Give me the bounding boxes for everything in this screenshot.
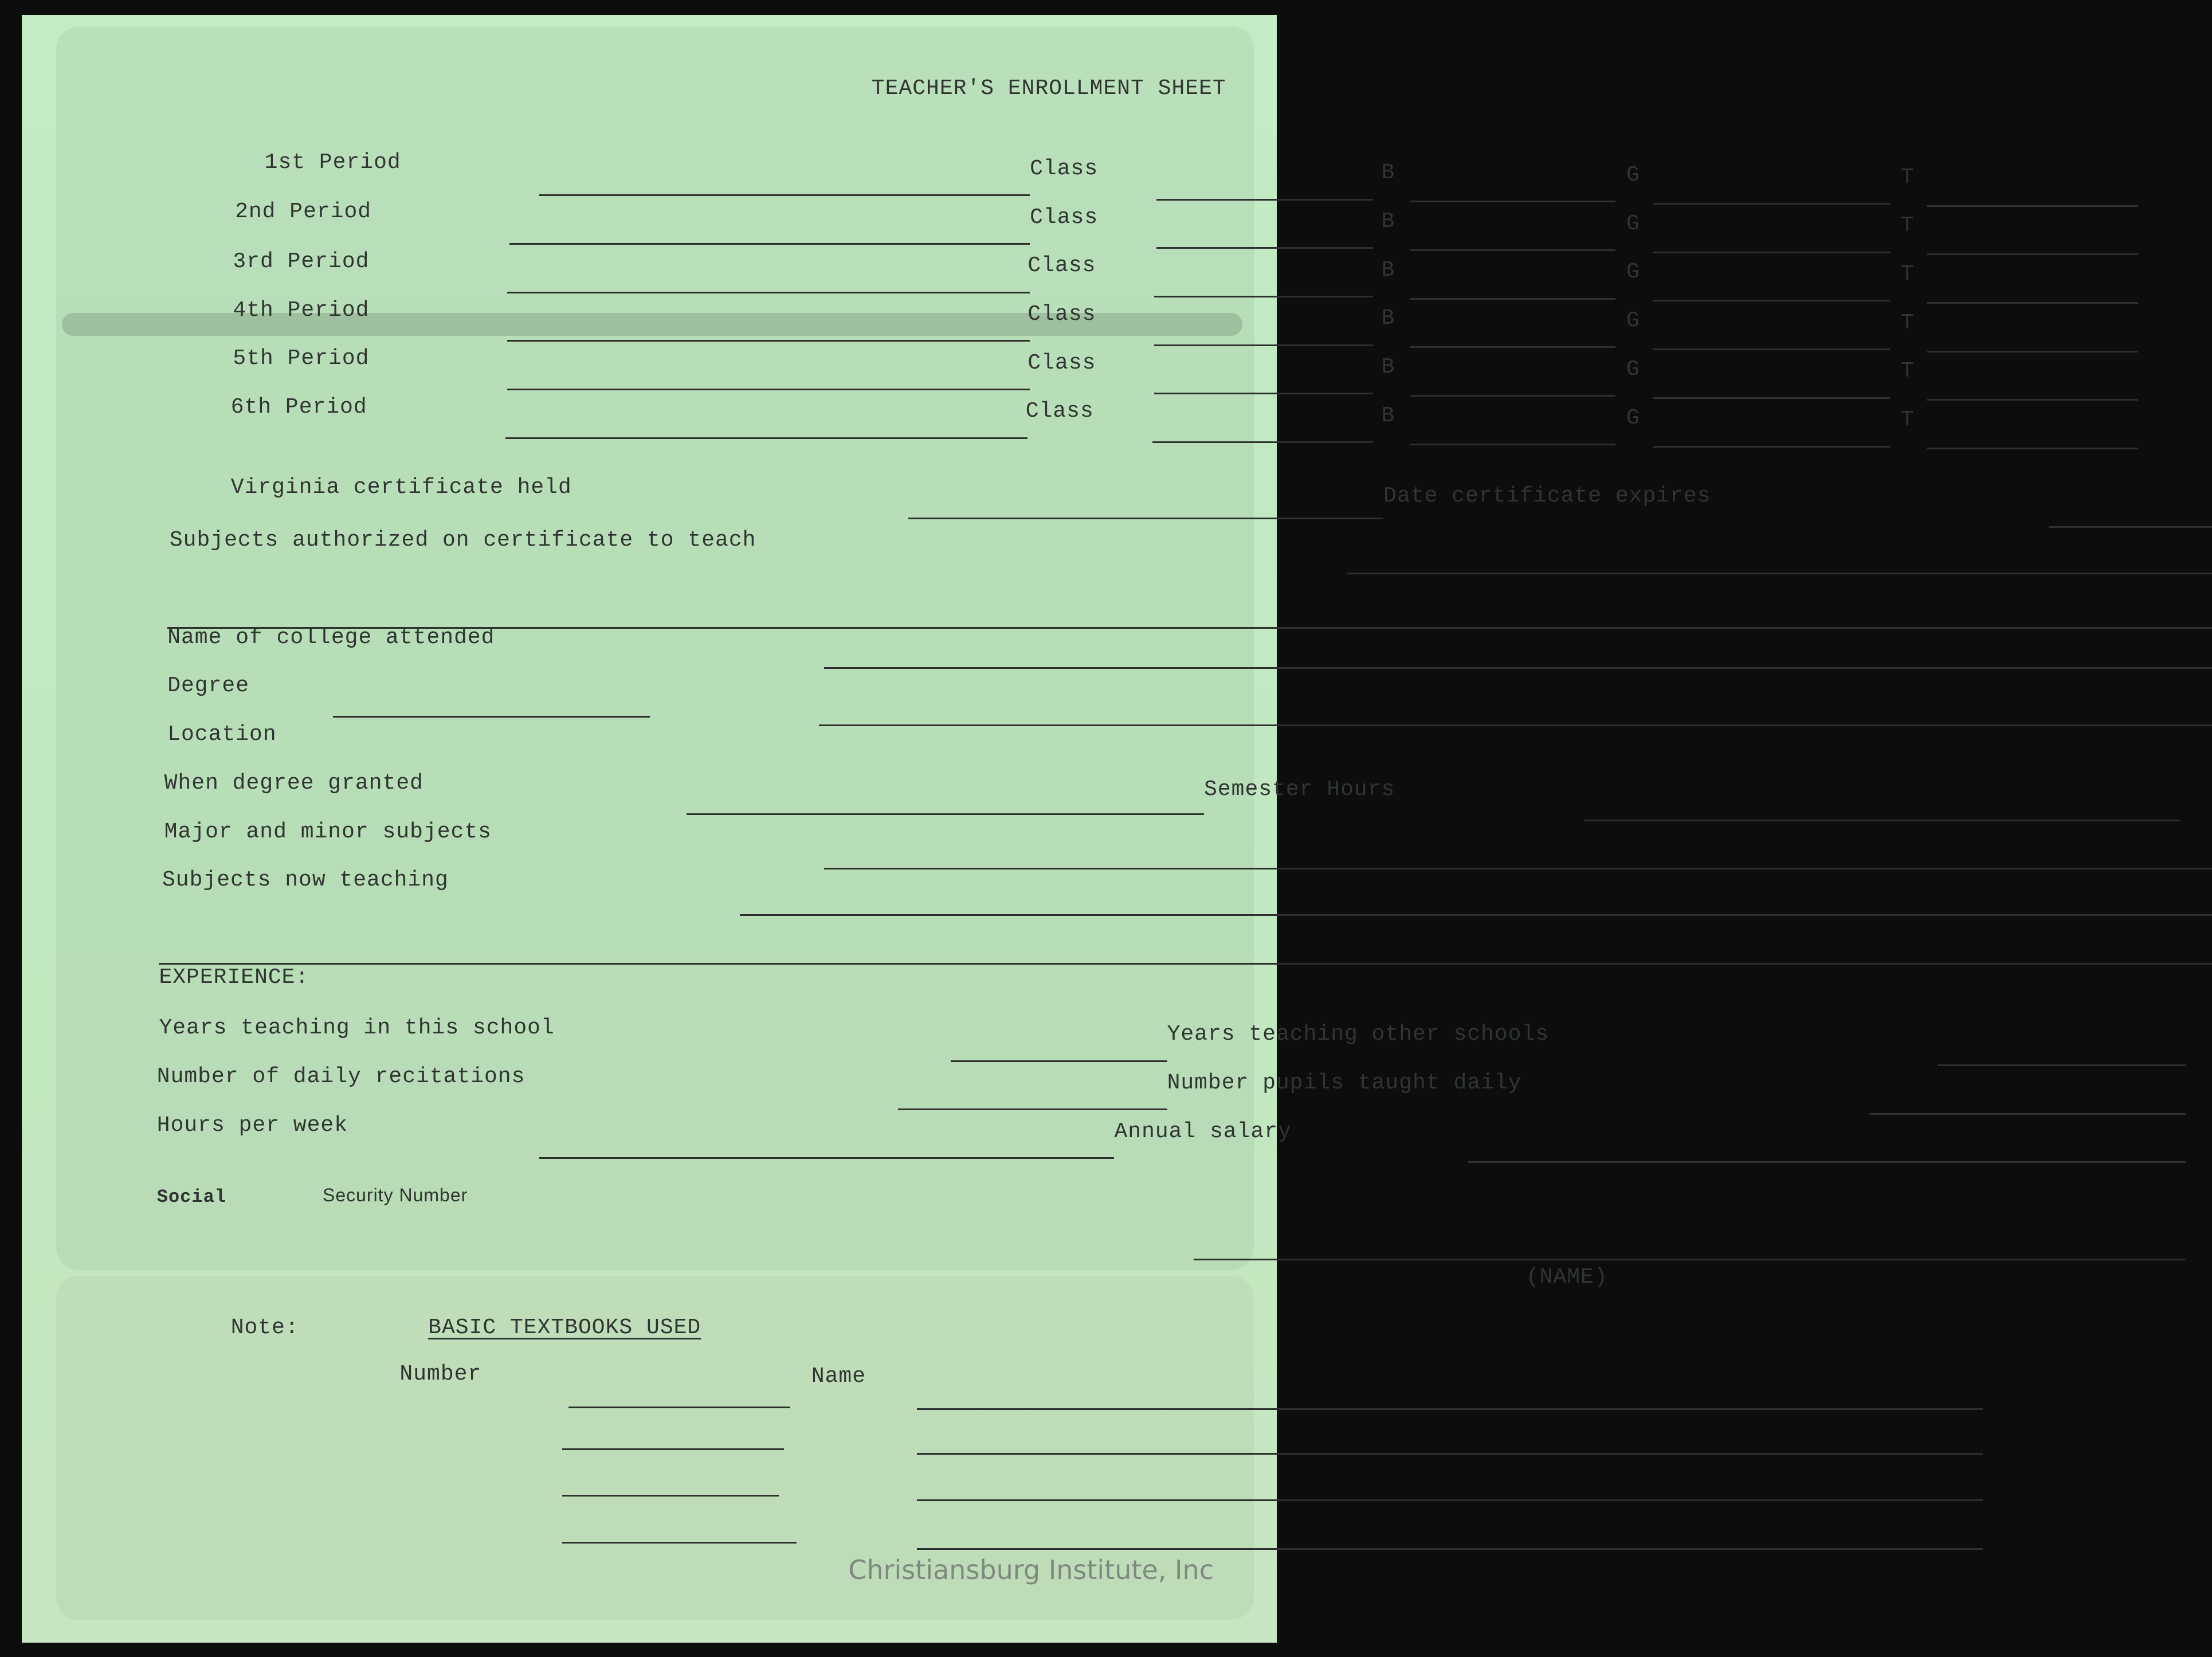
- boys-blank[interactable]: [1410, 249, 1615, 251]
- college-blank[interactable]: [824, 667, 2212, 669]
- boys-blank[interactable]: [1410, 298, 1615, 300]
- textbook-name-blank[interactable]: [917, 1453, 1983, 1455]
- girls-blank[interactable]: [1653, 203, 1890, 205]
- textbook-number-blank[interactable]: [568, 1407, 790, 1408]
- form-sheet: [22, 15, 1915, 1643]
- period-label: 1st Period: [264, 150, 401, 175]
- class-blank[interactable]: [1154, 296, 1372, 297]
- signature-line[interactable]: [1194, 1259, 2186, 1260]
- when-granted-label: When degree granted: [164, 770, 423, 796]
- total-blank[interactable]: [1927, 399, 2138, 401]
- girls-blank[interactable]: [1653, 446, 1890, 448]
- certificate-held-label: Virginia certificate held: [230, 475, 572, 500]
- now-teaching-blank-2[interactable]: [159, 963, 2212, 965]
- total-blank[interactable]: [1927, 253, 2138, 255]
- experience-heading: EXPERIENCE:: [159, 965, 309, 990]
- total-label: T: [1900, 262, 1915, 287]
- pupils-daily-blank[interactable]: [1869, 1113, 2186, 1115]
- years-this-school-label: Years teaching in this school: [159, 1016, 555, 1041]
- boys-blank[interactable]: [1410, 201, 1615, 202]
- class-blank[interactable]: [1154, 344, 1372, 346]
- class-label: Class: [1027, 253, 1096, 279]
- class-blank[interactable]: [1156, 247, 1373, 249]
- subjects-authorized-label: Subjects authorized on certificate to teach: [169, 528, 756, 553]
- total-label: T: [1900, 359, 1915, 384]
- total-blank[interactable]: [1927, 205, 2138, 207]
- degree-blank[interactable]: [333, 716, 650, 718]
- girls-label: G: [1626, 405, 1640, 430]
- boys-label: B: [1381, 160, 1395, 186]
- period-label: 5th Period: [233, 346, 370, 371]
- boys-blank[interactable]: [1410, 346, 1615, 348]
- ssn-prefix: Social: [156, 1186, 226, 1208]
- period-blank[interactable]: [505, 437, 1028, 439]
- ssn-label: Security Number: [322, 1185, 468, 1206]
- girls-label: G: [1626, 162, 1640, 187]
- textbook-name-blank[interactable]: [917, 1499, 1983, 1501]
- hours-per-week-blank[interactable]: [539, 1157, 1115, 1159]
- girls-blank[interactable]: [1653, 397, 1890, 399]
- now-teaching-label: Subjects now teaching: [162, 868, 449, 893]
- period-blank[interactable]: [507, 340, 1030, 342]
- certificate-held-blank[interactable]: [908, 518, 1383, 519]
- period-label: 2nd Period: [235, 199, 372, 225]
- boys-blank[interactable]: [1410, 444, 1615, 445]
- annual-salary-blank[interactable]: [1468, 1161, 2186, 1163]
- class-label: Class: [1030, 205, 1099, 230]
- total-label: T: [1900, 310, 1915, 335]
- daily-recitations-blank[interactable]: [898, 1108, 1167, 1110]
- textbook-number-blank[interactable]: [562, 1495, 779, 1497]
- class-blank[interactable]: [1154, 393, 1372, 394]
- signature-caption: (NAME): [1525, 1264, 1608, 1290]
- location-blank[interactable]: [819, 724, 2212, 726]
- period-label: 3rd Period: [233, 249, 370, 274]
- years-other-schools-blank[interactable]: [1938, 1064, 2186, 1066]
- major-minor-label: Major and minor subjects: [164, 819, 492, 844]
- annual-salary-label: Annual salary: [1114, 1119, 1292, 1144]
- boys-label: B: [1381, 403, 1395, 428]
- semester-hours-label: Semester Hours: [1204, 777, 1395, 802]
- class-blank[interactable]: [1152, 441, 1373, 443]
- location-label: Location: [167, 722, 277, 747]
- textbook-number-blank[interactable]: [562, 1448, 784, 1450]
- textbook-number-label: Number: [399, 1362, 482, 1387]
- class-label: Class: [1025, 399, 1094, 424]
- class-label: Class: [1027, 302, 1096, 327]
- subjects-authorized-blank[interactable]: [1347, 573, 2212, 574]
- boys-label: B: [1381, 306, 1395, 331]
- total-blank[interactable]: [1927, 351, 2138, 352]
- boys-label: B: [1381, 355, 1395, 380]
- class-label: Class: [1027, 350, 1096, 375]
- textbook-name-label: Name: [811, 1364, 866, 1389]
- girls-blank[interactable]: [1653, 348, 1890, 350]
- total-label: T: [1900, 213, 1915, 238]
- boys-blank[interactable]: [1410, 395, 1615, 397]
- period-blank[interactable]: [507, 389, 1030, 390]
- when-granted-blank[interactable]: [687, 813, 1204, 815]
- class-label: Class: [1030, 156, 1099, 181]
- girls-label: G: [1626, 211, 1640, 236]
- total-label: T: [1900, 408, 1915, 433]
- semester-hours-blank[interactable]: [1584, 820, 2180, 821]
- total-label: T: [1900, 164, 1915, 190]
- period-label: 4th Period: [233, 297, 370, 323]
- girls-blank[interactable]: [1653, 252, 1890, 253]
- class-blank[interactable]: [1156, 199, 1373, 201]
- note-label: Note:: [230, 1315, 299, 1341]
- years-this-school-blank[interactable]: [951, 1060, 1167, 1062]
- total-blank[interactable]: [1927, 302, 2138, 304]
- textbook-name-blank[interactable]: [917, 1408, 1983, 1410]
- textbook-name-blank[interactable]: [917, 1548, 1983, 1550]
- certificate-expires-blank[interactable]: [2049, 526, 2212, 528]
- archive-watermark: Christiansburg Institute, Inc: [848, 1554, 1214, 1585]
- daily-recitations-label: Number of daily recitations: [156, 1064, 525, 1089]
- boys-label: B: [1381, 209, 1395, 234]
- pupils-daily-label: Number pupils taught daily: [1167, 1071, 1522, 1095]
- total-blank[interactable]: [1927, 448, 2138, 449]
- certificate-expires-label: Date certificate expires: [1383, 483, 1711, 508]
- girls-label: G: [1626, 260, 1640, 285]
- degree-label: Degree: [167, 673, 250, 699]
- textbooks-heading: BASIC TEXTBOOKS USED: [428, 1315, 701, 1341]
- period-label: 6th Period: [230, 395, 367, 420]
- textbook-number-blank[interactable]: [562, 1542, 797, 1544]
- period-blank[interactable]: [539, 194, 1030, 196]
- girls-blank[interactable]: [1653, 300, 1890, 301]
- girls-label: G: [1626, 357, 1640, 382]
- girls-label: G: [1626, 308, 1640, 334]
- major-minor-blank[interactable]: [824, 868, 2212, 869]
- period-blank[interactable]: [507, 292, 1030, 293]
- page-title: TEACHER'S ENROLLMENT SHEET: [871, 76, 1226, 101]
- hours-per-week-label: Hours per week: [156, 1112, 348, 1138]
- period-blank[interactable]: [509, 243, 1030, 245]
- now-teaching-blank[interactable]: [740, 914, 2212, 916]
- boys-label: B: [1381, 257, 1395, 283]
- college-label: Name of college attended: [167, 625, 495, 650]
- years-other-schools-label: Years teaching other schools: [1167, 1022, 1550, 1047]
